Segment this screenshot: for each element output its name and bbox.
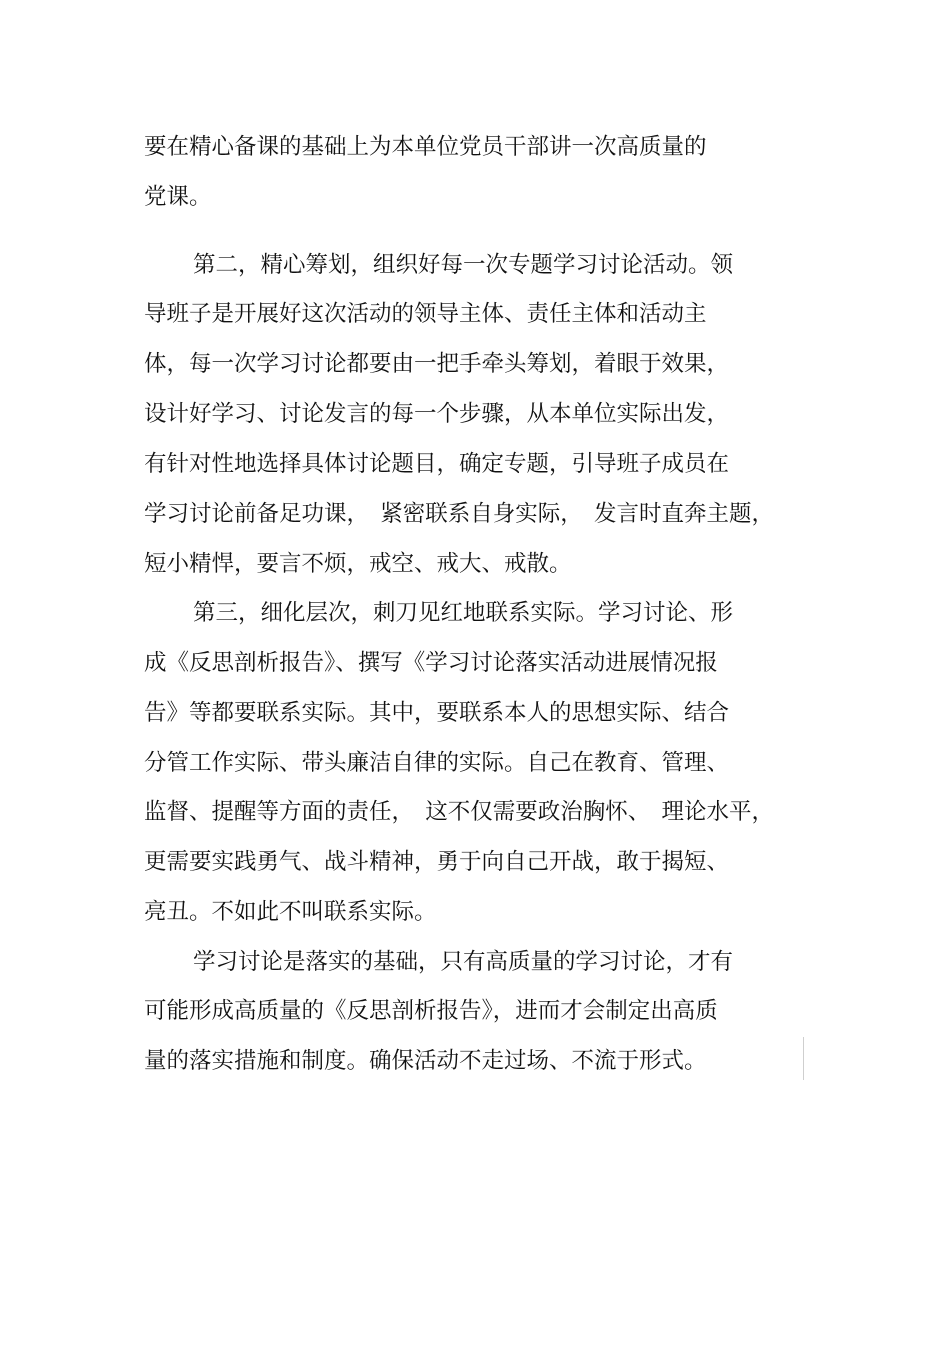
text-line: 要在精心备课的基础上为本单位党员干部讲一次高质量的	[144, 134, 707, 160]
text-line: 更需要实践勇气、战斗精神，勇于向自己开战，敢于揭短、	[144, 849, 730, 875]
text-line: 党课。	[144, 184, 212, 210]
text-line: 告》等都要联系实际。其中，要联系本人的思想实际、结合	[144, 700, 730, 726]
text-line: 第二，精心筹划，组织好每一次专题学习讨论活动。领	[193, 252, 734, 278]
text-line: 分管工作实际、带头廉洁自律的实际。自己在教育、管理、	[144, 750, 730, 776]
text-line: 导班子是开展好这次活动的领导主体、责任主体和活动主	[144, 301, 707, 327]
text-line: 体，每一次学习讨论都要由一把手牵头筹划，着眼于效果，	[144, 351, 730, 377]
text-line: 短小精悍，要言不烦，戒空、戒大、戒散。	[144, 551, 572, 577]
text-line: 设计好学习、讨论发言的每一个步骤，从本单位实际出发，	[144, 401, 730, 427]
text-line: 学习讨论是落实的基础，只有高质量的学习讨论，才有	[193, 949, 734, 975]
text-line: 亮丑。不如此不叫联系实际。	[144, 899, 437, 925]
text-line: 成《反思剖析报告》、撰写《学习讨论落实活动进展情况报	[144, 650, 718, 676]
text-line: 监督、提醒等方面的责任， 这不仅需要政治胸怀、 理论水平，	[144, 799, 775, 825]
text-line: 量的落实措施和制度。确保活动不走过场、不流于形式。	[144, 1048, 707, 1074]
text-line: 第三，细化层次，刺刀见红地联系实际。学习讨论、形	[193, 600, 734, 626]
text-line: 可能形成高质量的《反思剖析报告》，进而才会制定出高质	[144, 998, 718, 1024]
vertical-rule	[803, 1037, 804, 1080]
text-line: 学习讨论前备足功课， 紧密联系自身实际， 发言时直奔主题，	[144, 501, 775, 527]
text-line: 有针对性地选择具体讨论题目，确定专题，引导班子成员在	[144, 451, 730, 477]
